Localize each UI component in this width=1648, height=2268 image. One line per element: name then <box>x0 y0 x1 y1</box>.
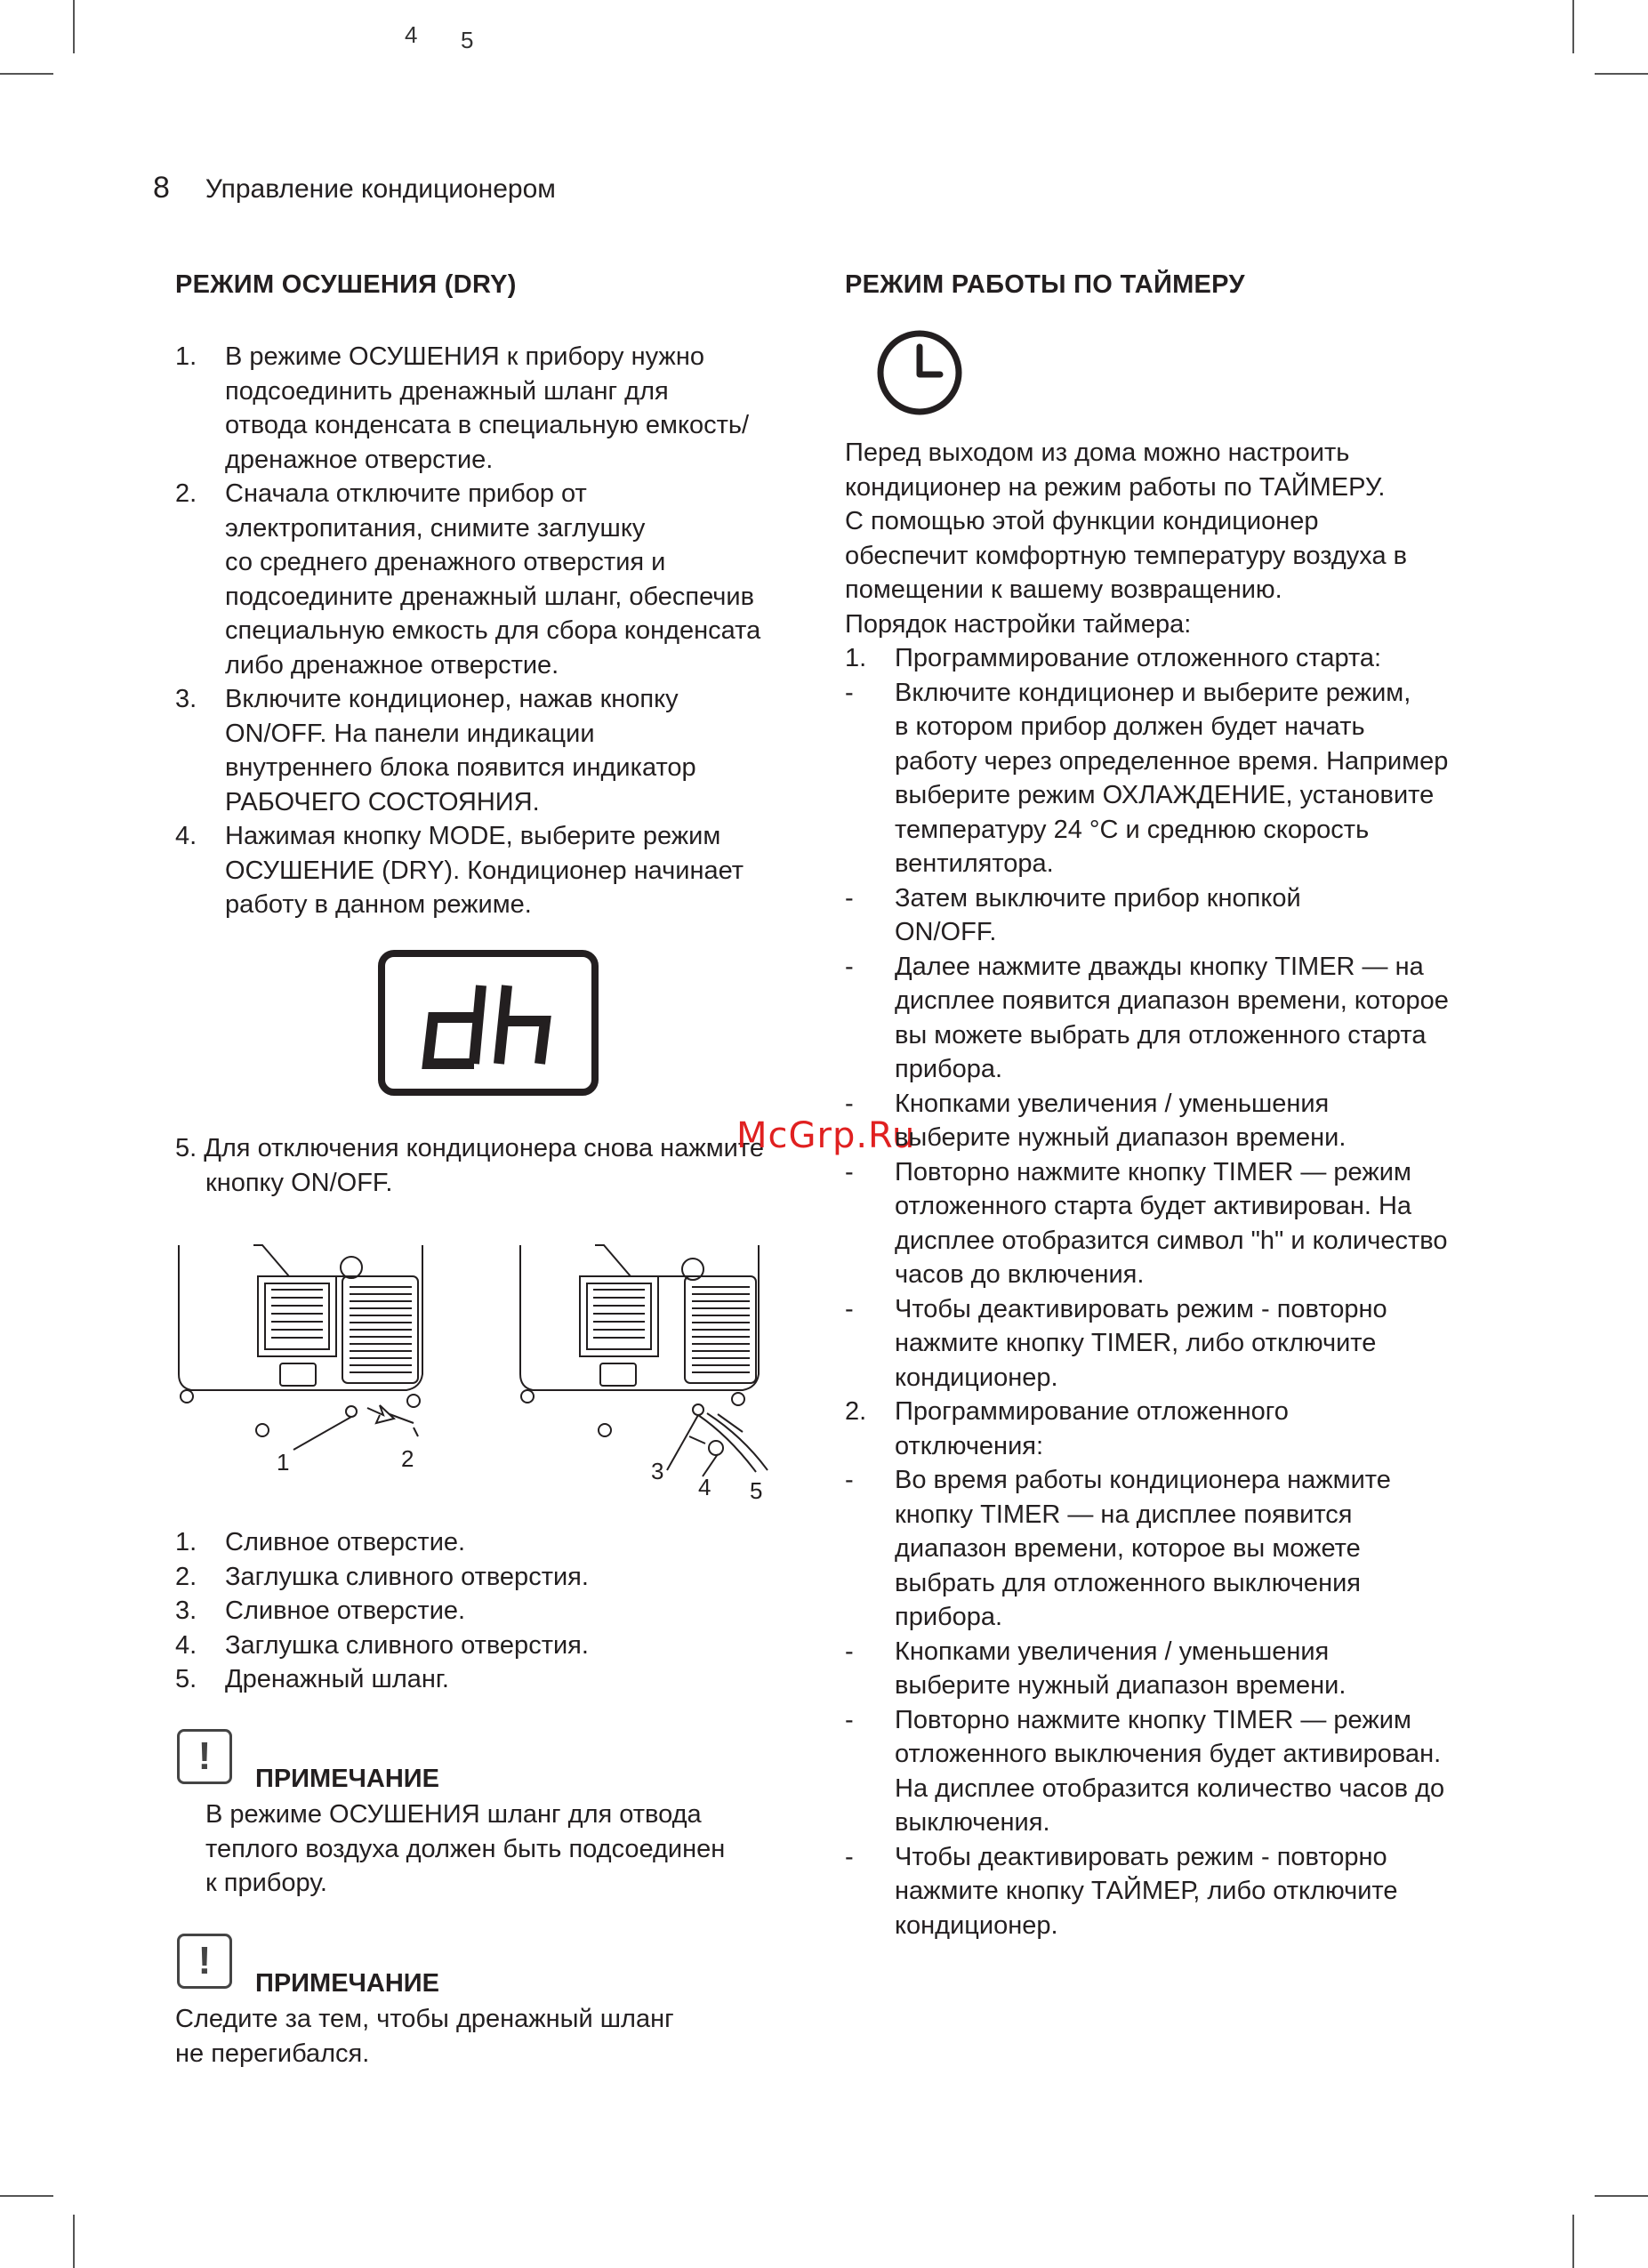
air-conditioner-drain-icon <box>173 1241 814 1508</box>
list-item <box>845 1395 1503 1463</box>
intro-line: Перед выходом из дома можно настроить <box>845 438 1350 467</box>
list-line: со среднего дренажного отверстия и <box>225 548 666 576</box>
list-item <box>175 1525 816 1560</box>
list-item <box>845 676 1503 881</box>
list-line: температуру 24 °C и среднюю скорость <box>895 815 1370 844</box>
list-line: ON/OFF. На панели индикации <box>225 719 595 748</box>
list-marker: 2. <box>175 1562 197 1591</box>
list-marker: 3. <box>175 1596 197 1625</box>
list-line: Повторно нажмите кнопку TIMER — режим <box>895 1705 1411 1734</box>
list-marker: 1. <box>175 1528 197 1556</box>
list-line: работу в данном режиме. <box>225 890 532 919</box>
list-line: отложенного выключения будет активирован. <box>895 1740 1442 1768</box>
list-item <box>845 1463 1503 1635</box>
intro-line: помещении к вашему возвращению. <box>845 575 1282 604</box>
note-1-line: к прибору. <box>205 1869 327 1897</box>
list-marker: - <box>845 1294 854 1323</box>
list-line: отложенного старта будет активирован. На <box>895 1192 1412 1220</box>
timer-intro <box>845 436 1503 641</box>
list-item <box>845 1703 1503 1840</box>
crop-mark <box>1572 2215 1574 2268</box>
clock-icon <box>876 329 963 416</box>
list-line: Нажимая кнопку MODE, выберите режим <box>225 822 721 850</box>
list-line: дисплее отобразится символ "h" и количество <box>895 1226 1448 1255</box>
figure-label-3: 3 <box>651 1458 664 1484</box>
list-line: На дисплее отобразится количество часов до <box>895 1773 1445 1803</box>
list-line: Кнопками увеличения / уменьшения <box>895 1637 1330 1666</box>
timer-mode-title: РЕЖИМ РАБОТЫ ПО ТАЙМЕРУ <box>845 270 1245 299</box>
note-1-line: теплого воздуха должен быть подсоединен <box>205 1834 726 1863</box>
list-text: Заглушка сливного отверстия. <box>225 1562 589 1591</box>
page-number: 8 <box>153 171 170 205</box>
list-item <box>175 477 816 682</box>
exclamation-icon: ! <box>177 1934 232 1989</box>
list-line: прибора. <box>895 1055 1003 1083</box>
list-line: Затем выключите прибор кнопкой <box>895 883 1301 913</box>
list-item <box>175 1662 816 1697</box>
list-line: часов до включения. <box>895 1260 1145 1289</box>
dry-steps-list <box>175 340 816 922</box>
figure-label-1: 1 <box>277 1449 290 1476</box>
list-line: кондиционер. <box>895 1910 1058 1940</box>
crop-mark <box>0 73 53 75</box>
list-line: Чтобы деактивировать режим - повторно <box>895 1294 1387 1323</box>
list-marker: 4. <box>175 822 197 850</box>
list-marker: 3. <box>175 685 197 713</box>
list-line: прибора. <box>895 1603 1003 1631</box>
crop-mark <box>1595 73 1648 75</box>
list-marker: 2. <box>845 1397 867 1426</box>
list-line: диапазон времени, которое вы можете <box>895 1534 1361 1563</box>
intro-line: С помощью этой функции кондиционер <box>845 507 1319 535</box>
list-line: кнопку TIMER — на дисплее появится <box>895 1500 1353 1529</box>
list-line: отвода конденсата в специальную емкость/ <box>225 411 750 439</box>
list-line: нажмите кнопку TIMER, либо отключите <box>895 1329 1377 1357</box>
page-header <box>153 171 556 205</box>
crop-mark <box>73 2215 75 2268</box>
list-item <box>175 1594 816 1629</box>
intro-line: Порядок настройки таймера: <box>845 609 1192 639</box>
list-line: специальную емкость для сбора конденсата <box>225 616 761 645</box>
list-item <box>175 819 816 922</box>
note-1-line: В режиме ОСУШЕНИЯ шланг для отвода <box>205 1800 702 1829</box>
list-line: Программирование отложенного старта: <box>895 644 1382 672</box>
list-marker: - <box>845 1637 854 1666</box>
list-line: Чтобы деактивировать режим - повторно <box>895 1842 1387 1871</box>
list-text: Дренажный шланг. <box>225 1665 449 1693</box>
list-marker: - <box>845 1842 854 1871</box>
list-marker: 1. <box>845 644 867 672</box>
note-2-line: Следите за тем, чтобы дренажный шланг <box>175 2005 674 2033</box>
dry-mode-title: РЕЖИМ ОСУШЕНИЯ (DRY) <box>175 270 517 299</box>
list-line: кондиционер. <box>895 1363 1058 1392</box>
list-line: Далее нажмите дважды кнопку TIMER — на <box>895 952 1424 981</box>
list-marker: - <box>845 1157 854 1186</box>
list-item <box>845 1155 1503 1292</box>
list-item <box>175 1629 816 1663</box>
list-line: дисплее появится диапазон времени, которое <box>895 986 1449 1015</box>
list-line: выбрать для отложенного выключения <box>895 1568 1361 1597</box>
note-1-text <box>205 1798 828 1901</box>
list-line: Повторно нажмите кнопку TIMER — режим <box>895 1157 1411 1186</box>
figure-legend-list <box>175 1525 816 1697</box>
watermark: McGrp.Ru <box>736 1115 916 1156</box>
intro-line: обеспечит комфортную температуру воздуха в <box>845 541 1408 570</box>
list-marker: 4. <box>175 1630 197 1660</box>
list-item <box>175 1560 816 1595</box>
step-5-line-2: кнопку ON/OFF. <box>205 1168 393 1197</box>
list-marker: 2. <box>175 479 197 508</box>
list-line: отключения: <box>895 1431 1044 1460</box>
list-line: РАБОЧЕГО СОСТОЯНИЯ. <box>225 787 540 816</box>
list-item <box>175 682 816 819</box>
figure-label-5: 5 <box>750 1477 763 1504</box>
list-text: Сливное отверстие. <box>225 1528 466 1556</box>
section-title: Управление кондиционером <box>205 174 556 204</box>
list-text: Сливное отверстие. <box>225 1596 466 1625</box>
list-line: Кнопками увеличения / уменьшения <box>895 1089 1330 1118</box>
figure-label-2: 2 <box>401 1445 414 1472</box>
list-marker: - <box>845 678 854 707</box>
list-marker: - <box>845 1466 854 1494</box>
list-line: выберите нужный диапазон времени. <box>895 1671 1347 1700</box>
list-line: выберите нужный диапазон времени. <box>895 1123 1347 1152</box>
list-line: выберите режим ОХЛАЖДЕНИЕ, установите <box>895 781 1435 809</box>
note-2-title: ПРИМЕЧАНИЕ <box>255 1969 439 1998</box>
note-2-text <box>175 2002 798 2071</box>
list-line: Во время работы кондиционера нажмите <box>895 1466 1391 1494</box>
list-marker: 1. <box>175 342 197 371</box>
list-item <box>845 1635 1503 1703</box>
list-line: дренажное отверстие. <box>225 445 494 474</box>
list-line: Сначала отключите прибор от <box>225 479 587 508</box>
crop-mark <box>1595 2195 1648 2197</box>
note-1-title: ПРИМЕЧАНИЕ <box>255 1765 439 1793</box>
crop-mark <box>1572 0 1574 53</box>
crop-mark <box>73 0 75 53</box>
list-line: Включите кондиционер, нажав кнопку <box>225 685 679 713</box>
list-line: вентилятора. <box>895 849 1054 878</box>
list-line: либо дренажное отверстие. <box>225 650 559 680</box>
list-line: Включите кондиционер и выберите режим, <box>895 678 1411 707</box>
list-line: внутреннего блока появится индикатор <box>225 753 696 782</box>
crop-mark <box>0 2195 53 2197</box>
timer-steps-list <box>845 641 1503 1942</box>
list-item <box>845 950 1503 1087</box>
list-line: электропитания, снимите заглушку <box>225 513 646 543</box>
list-item <box>845 641 1503 676</box>
list-item <box>845 1840 1503 1943</box>
list-line: вы можете выбрать для отложенного старта <box>895 1020 1427 1050</box>
note-2-line: не перегибался. <box>175 2039 370 2068</box>
list-item <box>845 881 1503 950</box>
list-line: ОСУШЕНИЕ (DRY). Кондиционер начинает <box>225 856 744 885</box>
list-line: в котором прибор должен будет начать <box>895 712 1365 741</box>
list-line: Программирование отложенного <box>895 1397 1289 1426</box>
list-marker: - <box>845 883 854 913</box>
list-marker: - <box>845 1705 854 1734</box>
clock-icon <box>876 329 963 416</box>
intro-line: кондиционер на режим работы по ТАЙМЕРУ. <box>845 472 1386 502</box>
list-item <box>175 340 816 477</box>
list-line: работу через определенное время. Например <box>895 746 1449 776</box>
dh-display-text: dh <box>487 1088 489 1089</box>
list-line: выключения. <box>895 1808 1050 1837</box>
list-marker: - <box>845 952 854 981</box>
drain-illustration <box>173 1241 814 1508</box>
list-line: нажмите кнопку ТАЙМЕР, либо отключите <box>895 1877 1398 1905</box>
list-line: ON/OFF. <box>895 918 997 946</box>
step-5-line-1: 5. Для отключения кондиционера снова нажмите <box>175 1134 764 1162</box>
list-item <box>845 1292 1503 1395</box>
top-number-4: 4 <box>405 21 418 48</box>
list-line: подсоединить дренажный шланг для <box>225 376 669 406</box>
list-text: Заглушка сливного отверстия. <box>225 1630 589 1660</box>
exclamation-icon: ! <box>177 1729 232 1784</box>
top-number-5: 5 <box>461 27 474 53</box>
dh-display-icon <box>378 950 599 1096</box>
list-marker: 5. <box>175 1665 197 1693</box>
list-line: подсоедините дренажный шланг, обеспечив <box>225 582 754 611</box>
list-item <box>845 1087 1503 1155</box>
figure-label-4: 4 <box>698 1474 711 1500</box>
dh-display <box>378 950 599 1096</box>
list-line: В режиме ОСУШЕНИЯ к прибору нужно <box>225 342 704 371</box>
list-marker: - <box>845 1089 854 1118</box>
